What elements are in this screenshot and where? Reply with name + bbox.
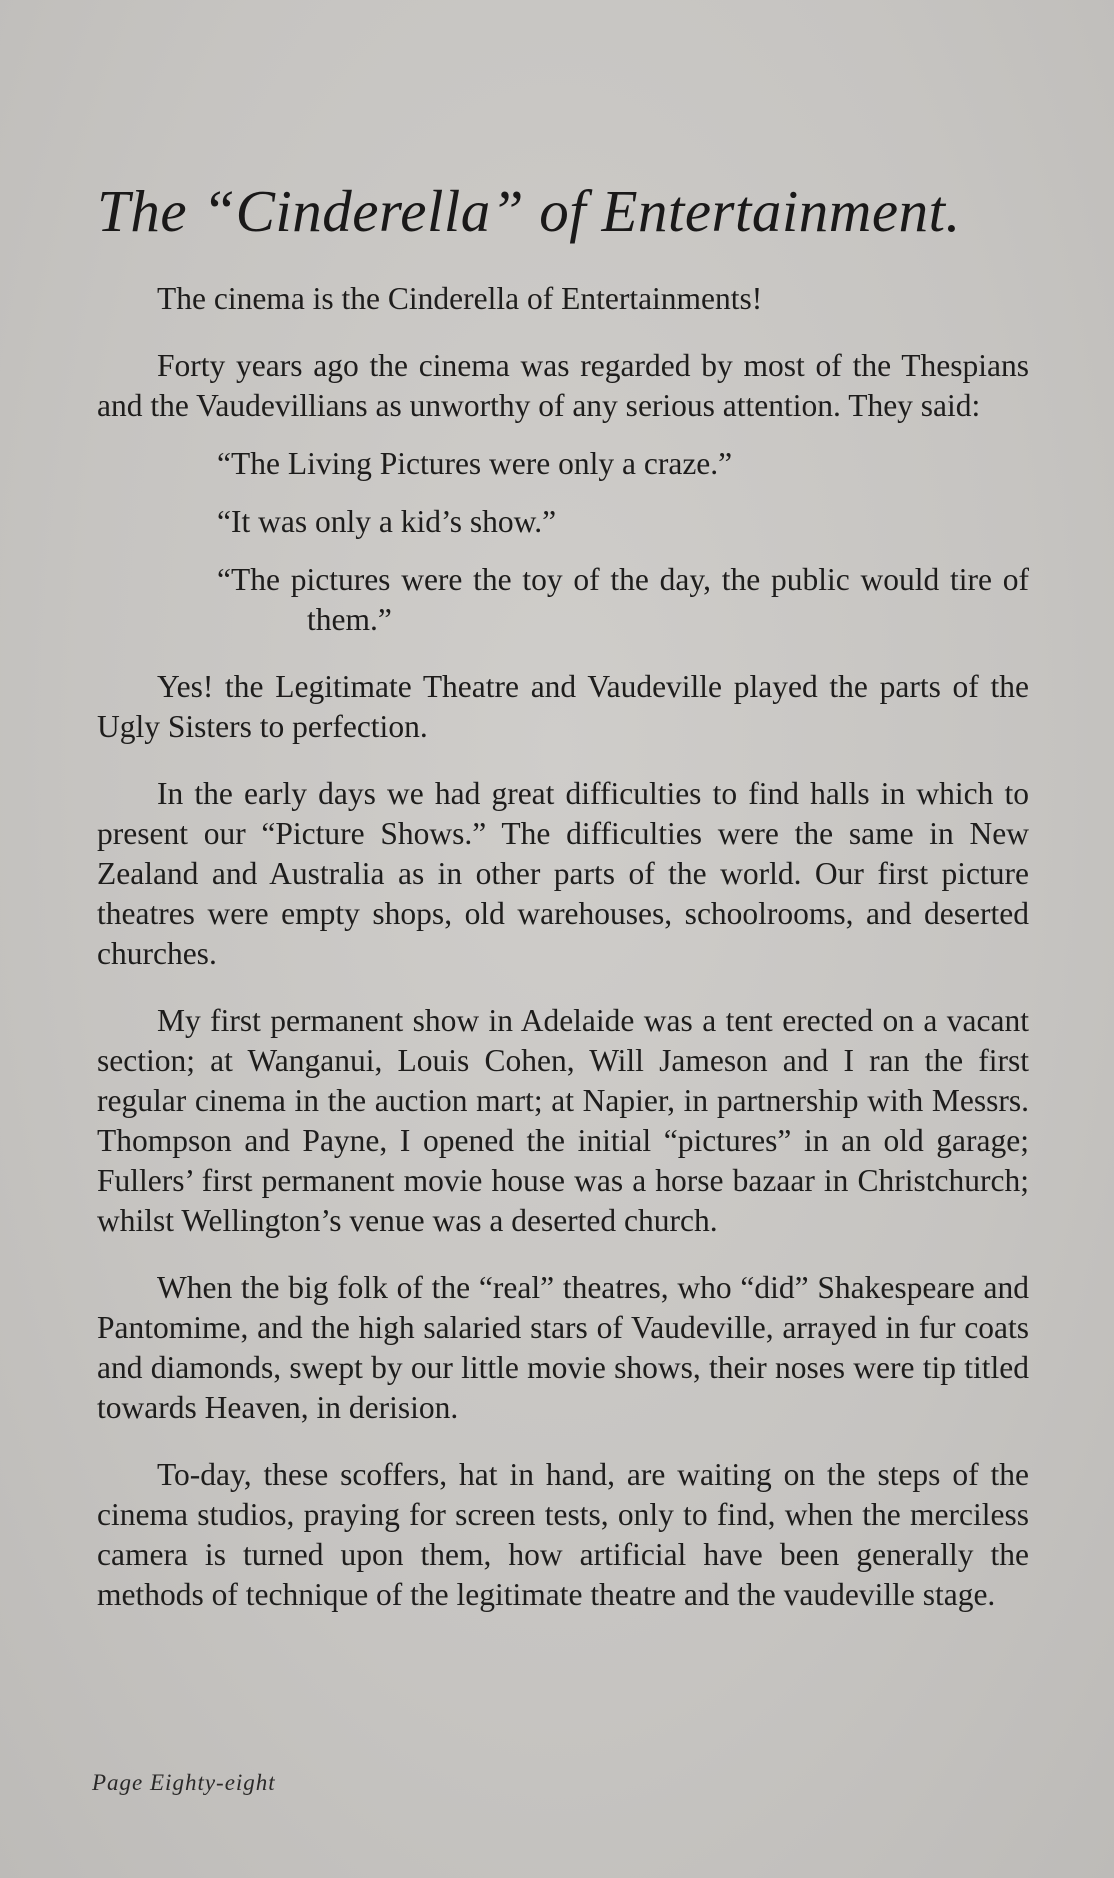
page-title: The “Cinderella” of Entertainment. — [97, 178, 961, 244]
quote-kids-show: “It was only a kid’s show.” — [217, 504, 557, 539]
paragraph-ugly-sisters: Yes! the Legitimate Theatre and Vaudeville played the parts of the Ugly Sisters to perfection. — [97, 669, 1029, 744]
paragraph-today-scoffers: To-day, these scoffers, hat in hand, are waiting on the steps of the cinema studios, praying for screen tests, only to find, when the merciless camera is turned upon them, how artificial have been generally the methods of technique of the legitimate theatre and the vaudeville stage. — [97, 1457, 1029, 1612]
paragraph-early-days: In the early days we had great difficulties to find halls in which to present our “Picture Shows.” The difficulties were the same in New Zealand and Australia as in other parts of the world. Our first picture theatres were empty shops, old warehouses, schoolrooms, and deserted churches. — [97, 776, 1029, 971]
document-page — [97, 176, 1029, 1615]
paragraph-big-folk: When the big folk of the “real” theatres, who “did” Shakespeare and Pantomime, and the high salaried stars of Vaudeville, arrayed in fur coats and diamonds, swept by our little movie shows, their noses were tip titled towards Heaven, in derision. — [97, 1270, 1029, 1425]
quote-living-pictures: “The Living Pictures were only a craze.” — [217, 446, 733, 481]
quote-toy-of-the-day: “The pictures were the toy of the day, the public would tire of them.” — [217, 562, 1029, 637]
paragraph-intro: The cinema is the Cinderella of Entertainments! — [157, 281, 763, 316]
paragraph-first-show: My first permanent show in Adelaide was a tent erected on a vacant section; at Wanganui, Louis Cohen, Will Jameson and I ran the first regular cinema in the auction mart; at Napier, in partnership with Messrs. Thompson and Payne, I opened the initial “pictures” in an old garage; Fullers’ first permanent movie house was a horse bazaar in Christchurch; whilst Wellington’s venue was a deserted church. — [97, 1003, 1029, 1238]
paragraph-forty-years: Forty years ago the cinema was regarded by most of the Thespians and the Vaudevillians as unworthy of any serious attention. They said: — [97, 348, 1029, 423]
page-number-footer: Page Eighty-eight — [92, 1770, 276, 1795]
